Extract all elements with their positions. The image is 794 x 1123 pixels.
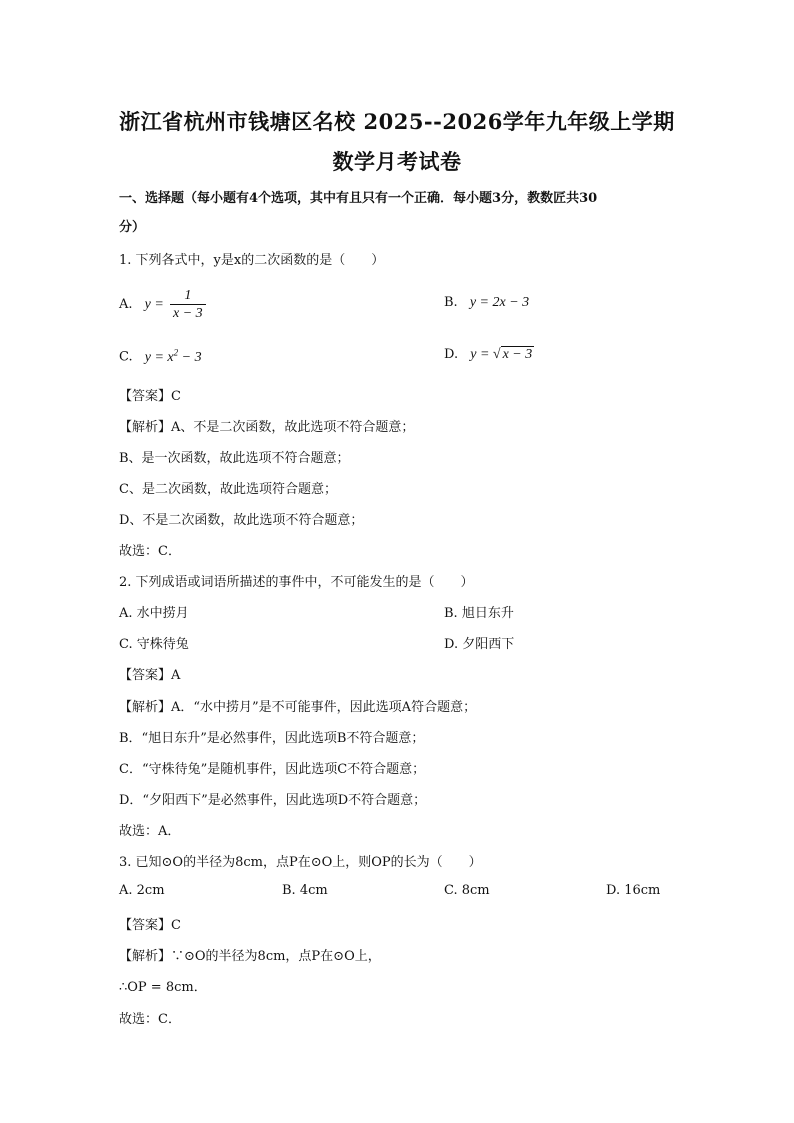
q2-option-d: D. 夕阳西下 bbox=[444, 637, 515, 652]
q1-option-b bbox=[444, 295, 529, 311]
q1-stem: 1. 下列各式中，y是x的二次函数的是（ ） bbox=[119, 253, 385, 268]
q2-option-b: B. 旭日东升 bbox=[444, 606, 514, 621]
q1-answer: 【答案】C bbox=[119, 389, 181, 404]
q1-option-d-label: D. bbox=[444, 347, 459, 362]
q1-option-d-lhs: y = √ bbox=[470, 347, 501, 362]
q1-analysis-4: D、不是二次函数，故此选项不符合题意； bbox=[119, 513, 364, 528]
q1-option-b-label: B. bbox=[444, 295, 458, 310]
q2-analysis-2: B．“旭日东升”是必然事件，因此选项B不符合题意； bbox=[119, 731, 425, 746]
q1-option-a-lhs: y = bbox=[144, 297, 164, 312]
q2-answer: 【答案】A bbox=[119, 668, 181, 683]
q2-option-c: C. 守株待兔 bbox=[119, 637, 189, 652]
q1-option-a-numerator: 1 bbox=[170, 287, 206, 305]
q1-option-c-rest: − 3 bbox=[178, 349, 202, 365]
q1-option-d bbox=[444, 347, 534, 363]
q3-analysis-1: 【解析】∵⊙O的半径为8cm，点P在⊙O上， bbox=[119, 949, 381, 964]
q1-analysis-1: 【解析】A、不是二次函数，故此选项不符合题意； bbox=[119, 420, 415, 435]
q2-analysis-1: 【解析】A．“水中捞月”是不可能事件，因此选项A符合题意； bbox=[119, 700, 477, 715]
q3-option-b: B. 4cm bbox=[282, 883, 328, 898]
q2-analysis-3: C．“守株待兔”是随机事件，因此选项C不符合题意； bbox=[119, 762, 426, 777]
q3-option-c: C. 8cm bbox=[444, 883, 490, 898]
q1-option-a-label: A. bbox=[119, 297, 133, 312]
q1-option-d-radicand: x − 3 bbox=[502, 347, 533, 362]
q1-option-c-label: C. bbox=[119, 349, 133, 365]
q3-analysis-3: 故选：C． bbox=[119, 1012, 181, 1027]
q2-analysis-5: 故选：A． bbox=[119, 824, 181, 839]
q1-option-c-exponent: 2 bbox=[173, 347, 179, 357]
q2-analysis-4: D．“夕阳西下”是必然事件，因此选项D不符合题意； bbox=[119, 793, 427, 808]
q3-stem: 3. 已知⊙O的半径为8cm，点P在⊙O上，则OP的长为（ ） bbox=[119, 855, 482, 870]
q1-option-a-fraction bbox=[170, 287, 206, 322]
q1-analysis-5: 故选：C． bbox=[119, 544, 181, 559]
q1-option-c-lhs: y = x bbox=[144, 349, 174, 365]
q3-analysis-2: ∴OP = 8cm． bbox=[119, 980, 207, 995]
section-heading-cont: 分） bbox=[119, 220, 146, 235]
q3-option-d: D. 16cm bbox=[606, 883, 661, 898]
q2-stem: 2. 下列成语或词语所描述的事件中，不可能发生的是（ ） bbox=[119, 575, 474, 590]
q1-option-c bbox=[119, 347, 202, 366]
q3-option-a: A. 2cm bbox=[119, 883, 165, 898]
q1-option-a-denominator: x − 3 bbox=[172, 306, 203, 321]
q3-answer: 【答案】C bbox=[119, 918, 181, 933]
q1-analysis-3: C、是二次函数，故此选项符合题意； bbox=[119, 482, 337, 497]
section-heading: 一、选择题（每小题有4个选项，其中有且只有一个正确．每小题3分，教数匠共30 bbox=[119, 191, 598, 206]
exam-title-line2: 数学月考试卷 bbox=[332, 149, 462, 174]
q1-option-b-expr: y = 2x − 3 bbox=[469, 295, 530, 310]
q1-analysis-2: B、是一次函数，故此选项不符合题意； bbox=[119, 451, 350, 466]
q2-option-a: A. 水中捞月 bbox=[119, 606, 189, 621]
exam-title-line1: 浙江省杭州市钱塘区名校 2025--2026学年九年级上学期 bbox=[119, 109, 675, 134]
q1-option-a bbox=[119, 287, 206, 322]
